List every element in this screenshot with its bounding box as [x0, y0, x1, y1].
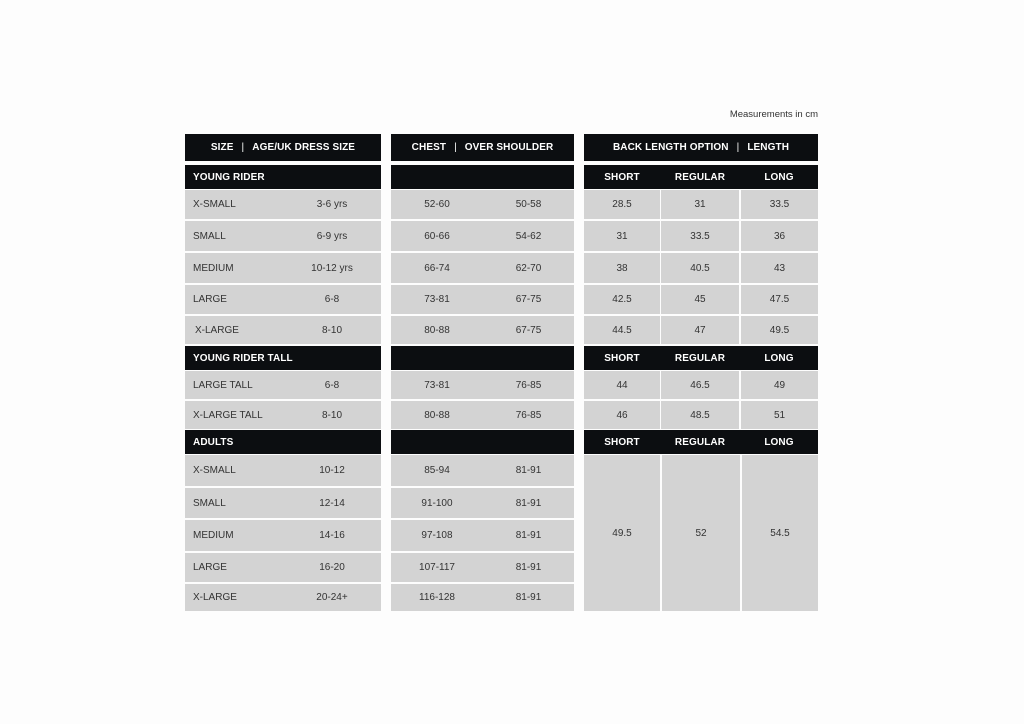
regular-cell: 33.5: [661, 221, 739, 251]
header-chest-label: CHEST: [411, 142, 447, 153]
header-length-label: LENGTH: [747, 142, 790, 153]
header-separator: |: [736, 142, 740, 153]
section-title: ADULTS: [185, 430, 381, 454]
size-cell: SMALL: [185, 488, 283, 518]
shoulder-cell: 67-75: [483, 316, 574, 344]
shoulder-cell: 81-91: [483, 520, 574, 551]
short-cell: 42.5: [584, 285, 660, 314]
long-cell: 49: [741, 371, 818, 399]
section-bar-middle: [391, 430, 574, 454]
adult-short-cell: 49.5: [584, 455, 660, 611]
col-short-label: SHORT: [584, 430, 660, 454]
chest-cell: 66-74: [391, 253, 483, 283]
chest-cell: 91-100: [391, 488, 483, 518]
size-cell: X-LARGE: [185, 584, 283, 611]
regular-cell: 47: [661, 316, 739, 344]
col-long-label: LONG: [740, 346, 818, 370]
shoulder-cell: 76-85: [483, 401, 574, 429]
size-cell: X-SMALL: [185, 455, 283, 486]
long-cell: 51: [741, 401, 818, 429]
age-cell: 20-24+: [283, 584, 381, 611]
age-cell: 6-9 yrs: [283, 221, 381, 251]
section-bar-middle: [391, 346, 574, 370]
age-cell: 3-6 yrs: [283, 190, 381, 219]
shoulder-cell: 81-91: [483, 553, 574, 582]
long-cell: 49.5: [741, 316, 818, 344]
header-size-label: SIZE: [210, 142, 234, 153]
header-back-length: [584, 134, 818, 161]
chest-cell: 80-88: [391, 401, 483, 429]
short-cell: 28.5: [584, 190, 660, 219]
short-cell: 31: [584, 221, 660, 251]
col-long-label: LONG: [740, 430, 818, 454]
size-cell: LARGE: [185, 553, 283, 582]
short-cell: 46: [584, 401, 660, 429]
short-cell: 44.5: [584, 316, 660, 344]
age-cell: 12-14: [283, 488, 381, 518]
col-long-label: LONG: [740, 165, 818, 189]
section-title: YOUNG RIDER TALL: [185, 346, 381, 370]
header-back-label: BACK LENGTH OPTION: [612, 142, 729, 153]
chest-cell: 80-88: [391, 316, 483, 344]
long-cell: 33.5: [741, 190, 818, 219]
short-cell: 44: [584, 371, 660, 399]
chest-cell: 97-108: [391, 520, 483, 551]
shoulder-cell: 81-91: [483, 584, 574, 611]
chest-cell: 73-81: [391, 285, 483, 314]
age-cell: 8-10: [283, 401, 381, 429]
adult-long-cell: 54.5: [742, 455, 818, 611]
shoulder-cell: 81-91: [483, 488, 574, 518]
age-cell: 6-8: [283, 285, 381, 314]
shoulder-cell: 54-62: [483, 221, 574, 251]
regular-cell: 48.5: [661, 401, 739, 429]
col-regular-label: REGULAR: [660, 430, 740, 454]
regular-cell: 40.5: [661, 253, 739, 283]
regular-cell: 31: [661, 190, 739, 219]
age-cell: 6-8: [283, 371, 381, 399]
header-shoulder-label: OVER SHOULDER: [464, 142, 554, 153]
adult-regular-cell: 52: [662, 455, 740, 611]
age-cell: 14-16: [283, 520, 381, 551]
shoulder-cell: 50-58: [483, 190, 574, 219]
header-chest-shoulder: [391, 134, 574, 161]
chest-cell: 60-66: [391, 221, 483, 251]
section-bar-middle: [391, 165, 574, 189]
shoulder-cell: 62-70: [483, 253, 574, 283]
size-cell: MEDIUM: [185, 520, 283, 551]
section-title: YOUNG RIDER: [185, 165, 381, 189]
age-cell: 8-10: [283, 316, 381, 344]
col-short-label: SHORT: [584, 346, 660, 370]
age-cell: 10-12: [283, 455, 381, 486]
size-cell: SMALL: [185, 221, 283, 251]
header-age-label: AGE/UK DRESS SIZE: [252, 142, 356, 153]
size-cell: X-LARGE: [185, 316, 283, 344]
long-cell: 43: [741, 253, 818, 283]
size-cell: MEDIUM: [185, 253, 283, 283]
chest-cell: 85-94: [391, 455, 483, 486]
col-regular-label: REGULAR: [660, 346, 740, 370]
age-cell: 10-12 yrs: [283, 253, 381, 283]
chest-cell: 107-117: [391, 553, 483, 582]
shoulder-cell: 81-91: [483, 455, 574, 486]
chest-cell: 73-81: [391, 371, 483, 399]
col-short-label: SHORT: [584, 165, 660, 189]
measurements-note: Measurements in cm: [729, 109, 818, 120]
col-regular-label: REGULAR: [660, 165, 740, 189]
size-cell: X-SMALL: [185, 190, 283, 219]
chest-cell: 116-128: [391, 584, 483, 611]
size-cell: LARGE: [185, 285, 283, 314]
long-cell: 36: [741, 221, 818, 251]
size-cell: X-LARGE TALL: [185, 401, 283, 429]
header-separator: |: [241, 142, 245, 153]
chest-cell: 52-60: [391, 190, 483, 219]
shoulder-cell: 76-85: [483, 371, 574, 399]
long-cell: 47.5: [741, 285, 818, 314]
shoulder-cell: 67-75: [483, 285, 574, 314]
size-cell: LARGE TALL: [185, 371, 283, 399]
header-separator: |: [454, 142, 457, 153]
short-cell: 38: [584, 253, 660, 283]
age-cell: 16-20: [283, 553, 381, 582]
regular-cell: 45: [661, 285, 739, 314]
header-size-age: [185, 134, 381, 161]
regular-cell: 46.5: [661, 371, 739, 399]
